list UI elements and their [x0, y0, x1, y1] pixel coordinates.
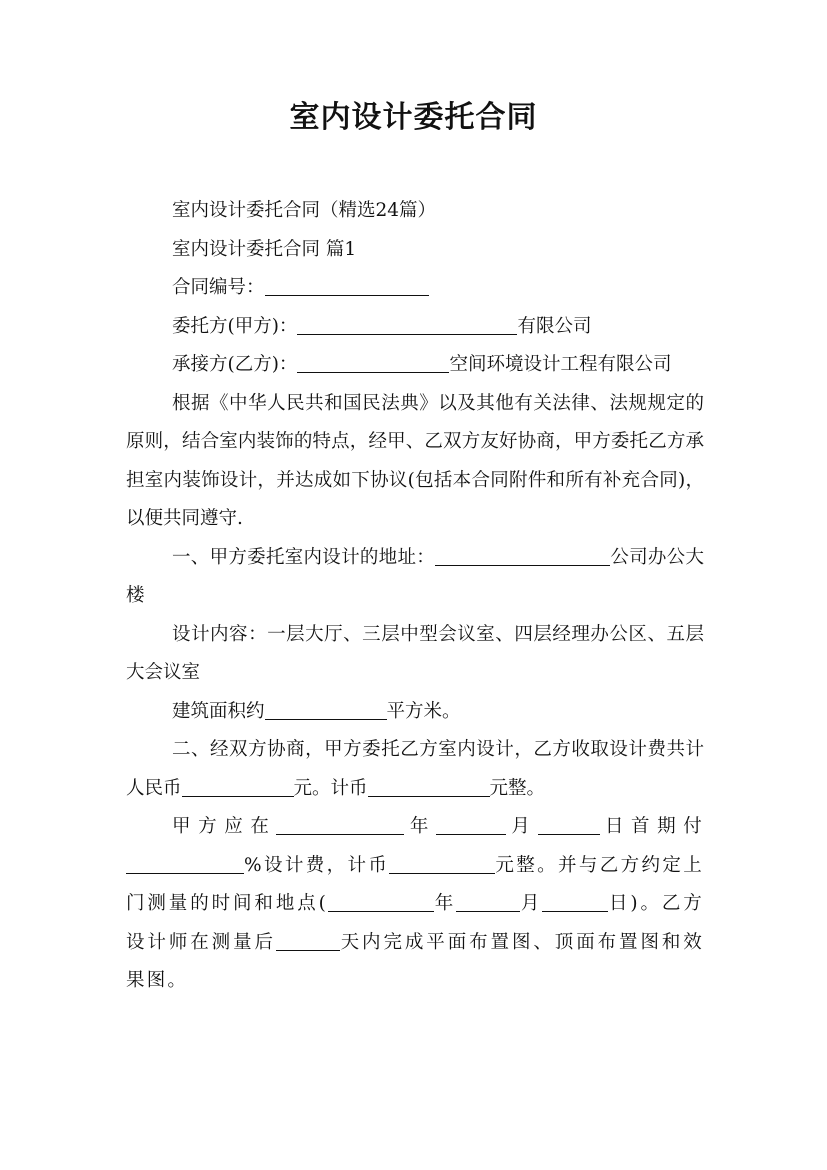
- paragraph-article-heading: 室内设计委托合同 篇1: [172, 238, 357, 260]
- measure-month-label: 月: [520, 893, 543, 914]
- contract-number-label: 合同编号：: [172, 277, 265, 298]
- measure-month-blank: [456, 891, 520, 912]
- completion-text: 天内完成平面布置图、顶面布置图和效果图。: [126, 931, 704, 991]
- paragraph-party-a: [126, 308, 704, 347]
- party-a-label: 委托方(甲方)：: [172, 315, 298, 337]
- measure-year-label: 年: [434, 893, 457, 914]
- contract-number-blank: [265, 275, 429, 296]
- paragraph-contract-number: [126, 269, 704, 308]
- payment-year-blank: [276, 814, 404, 835]
- payment-amount-blank: [389, 853, 495, 874]
- paragraph-party-b: [126, 346, 704, 385]
- measure-day-label: 日)。乙方设计师在测量后: [126, 893, 704, 953]
- paragraph-area: [126, 693, 704, 732]
- fee-words-blank: [368, 776, 490, 797]
- paragraph-payment: [126, 808, 704, 1001]
- payment-day-blank: [538, 814, 600, 835]
- payment-month-label: 月: [506, 816, 538, 837]
- party-b-blank: [297, 352, 449, 373]
- payment-month-blank: [436, 814, 506, 835]
- measure-year-blank: [328, 891, 434, 912]
- document-title: 室内设计委托合同: [289, 100, 538, 135]
- payment-intro: 甲方应在: [172, 816, 277, 837]
- paragraph-collection-title: 室内设计委托合同（精选24篇）: [172, 200, 437, 221]
- clause-2-text: 二、经双方协商，甲方委托乙方室内设计，乙方收取设计费共计人民币: [126, 739, 704, 799]
- area-suffix: 平方米。: [386, 700, 461, 722]
- paragraph-design-content: 设计内容：一层大厅、三层中型会议室、四层经理办公区、五层大会议室: [126, 623, 704, 683]
- document-body: [126, 192, 704, 1001]
- party-b-label: 承接方(乙方)：: [172, 354, 298, 375]
- area-label: 建筑面积约: [172, 700, 265, 722]
- party-a-blank: [297, 314, 517, 335]
- clause-2-end: 元整。: [489, 777, 546, 799]
- measure-day-blank: [542, 891, 608, 912]
- paragraph-clause-2: [126, 731, 704, 808]
- completion-days-blank: [276, 930, 340, 951]
- clause-2-currency: 元。计币: [293, 777, 368, 799]
- clause-1-label: 一、甲方委托室内设计的地址：: [172, 546, 436, 568]
- payment-percent-label: %设计费，计币: [244, 854, 390, 876]
- paragraph-basis: 根据《中华人民共和国民法典》以及其他有关法律、法规规定的原则，结合室内装饰的特点，经甲、乙双方友好协商，甲方委托乙方承担室内装饰设计，并达成如下协议(包括本合同附件和所有补充合同)，以便共同遵守.: [126, 392, 704, 529]
- payment-measure-text: 元整。并与乙方约定上门测量的时间和地点(: [126, 854, 704, 914]
- clause-1-suffix: 公司办公大楼: [126, 546, 704, 606]
- party-a-suffix: 有限公司: [517, 315, 592, 337]
- area-blank: [265, 699, 387, 720]
- payment-day-label: 日首期付: [599, 816, 704, 837]
- fee-amount-blank: [182, 776, 294, 797]
- party-b-suffix: 空间环境设计工程有限公司: [449, 354, 672, 375]
- paragraph-clause-1: [126, 539, 704, 616]
- payment-percent-blank: [126, 853, 244, 874]
- payment-year-label: 年: [404, 816, 436, 837]
- address-blank: [435, 545, 610, 566]
